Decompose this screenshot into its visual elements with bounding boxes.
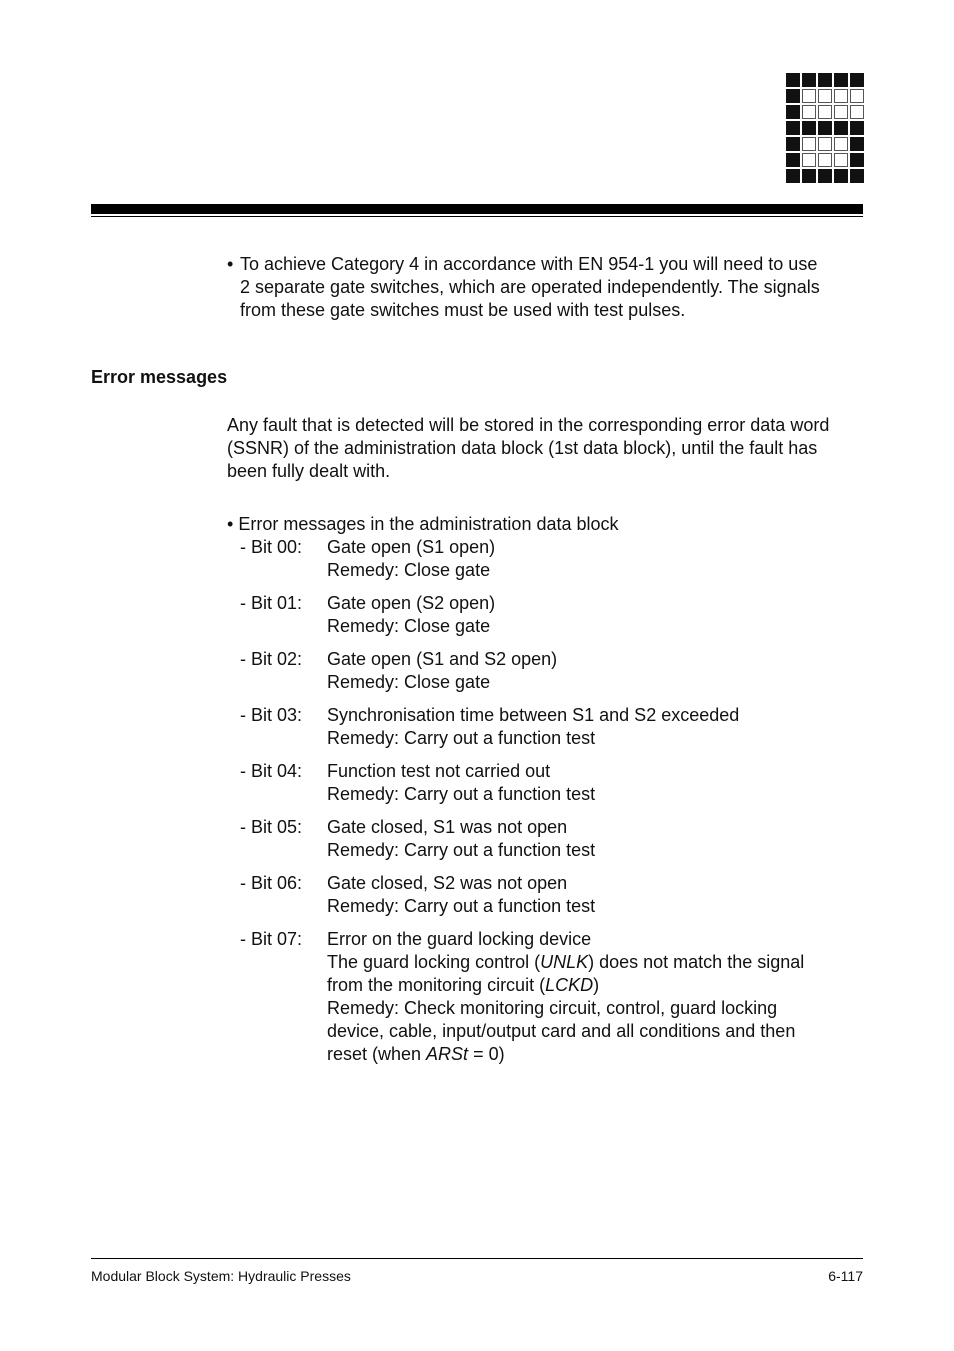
bit-item <box>240 872 860 918</box>
logo-cell <box>834 169 848 183</box>
code-arst: ARSt <box>426 1044 469 1064</box>
logo-cell <box>786 105 800 119</box>
bit-label: - Bit 02: <box>240 649 303 669</box>
section-heading: Error messages <box>91 367 228 387</box>
error-bullet-text: Error messages in the administration data block <box>238 514 619 534</box>
bit-item <box>240 816 860 862</box>
logo-cell <box>818 137 832 151</box>
logo-cell <box>786 137 800 151</box>
logo-cell <box>802 121 816 135</box>
intro-line-2: 2 separate gate switches, which are operated independently. The signals <box>240 277 820 297</box>
intro-line-1: To achieve Category 4 in accordance with EN 954-1 you will need to use <box>240 254 818 274</box>
error-bullet <box>227 513 867 536</box>
logo-cell <box>802 89 816 103</box>
bit-list <box>240 536 860 1076</box>
bit-label: - Bit 04: <box>240 761 303 781</box>
bit-line: Remedy: Carry out a function test <box>327 784 596 804</box>
logo-cell <box>850 89 864 103</box>
bit-line: Remedy: Close gate <box>327 616 491 636</box>
logo-cell <box>834 89 848 103</box>
bit-label: - Bit 03: <box>240 705 303 725</box>
bit-label: - Bit 00: <box>240 537 303 557</box>
logo-cell <box>802 73 816 87</box>
bit-07-line-2: The guard locking control (UNLK) does not match the signal <box>327 952 805 972</box>
logo-cell <box>850 137 864 151</box>
bit-line: Gate open (S1 and S2 open) <box>327 649 558 669</box>
logo-cell <box>850 73 864 87</box>
logo-cell <box>850 153 864 167</box>
bit-item <box>240 704 860 750</box>
footer-rule <box>91 1258 863 1259</box>
logo-cell <box>802 105 816 119</box>
bit-07-line-6: reset (when ARSt = 0) <box>327 1044 505 1064</box>
logo-cell <box>818 153 832 167</box>
logo-cell <box>834 73 848 87</box>
bullet-marker: • <box>227 254 234 274</box>
header-rule-thick <box>91 204 863 214</box>
bit-07-line-3: from the monitoring circuit (LCKD) <box>327 975 600 995</box>
logo-cell <box>834 153 848 167</box>
logo-cell <box>786 73 800 87</box>
bit-line: Gate closed, S2 was not open <box>327 873 568 893</box>
logo-cell <box>818 121 832 135</box>
bit-line: Synchronisation time between S1 and S2 exceeded <box>327 705 740 725</box>
bit-line: Remedy: Carry out a function test <box>327 896 596 916</box>
logo-cell <box>834 137 848 151</box>
logo-cell <box>850 121 864 135</box>
logo-cell <box>786 169 800 183</box>
bullet-marker: • <box>227 514 234 534</box>
section-paragraph: Any fault that is detected will be stored in the corresponding error data word (SSNR) of the administration data block (1st data block), until the fault has been fully dealt with. <box>227 415 830 481</box>
logo-cell <box>818 169 832 183</box>
logo-cell <box>834 105 848 119</box>
header-rule-thin <box>91 216 863 217</box>
bit-line: Function test not carried out <box>327 761 551 781</box>
bit-label: - Bit 06: <box>240 873 303 893</box>
logo-cell <box>802 169 816 183</box>
bit-label: - Bit 01: <box>240 593 303 613</box>
bit-item-07 <box>240 928 860 1066</box>
logo-cell <box>818 73 832 87</box>
logo-cell <box>818 105 832 119</box>
code-lckd: LCKD <box>545 975 594 995</box>
bit-item <box>240 536 860 582</box>
logo-cell <box>802 153 816 167</box>
bit-line: Remedy: Carry out a function test <box>327 728 596 748</box>
bit-line: Remedy: Close gate <box>327 672 491 692</box>
logo-cell <box>850 105 864 119</box>
bit-item <box>240 592 860 638</box>
logo-cell <box>834 121 848 135</box>
intro-bullet <box>227 253 867 322</box>
company-logo <box>786 73 864 183</box>
logo-cell <box>786 153 800 167</box>
footer-title: Modular Block System: Hydraulic Presses <box>91 1268 351 1284</box>
bit-line: Gate open (S1 open) <box>327 537 496 557</box>
bit-07-line-1: Error on the guard locking device <box>327 929 592 949</box>
page-number: 6-117 <box>828 1268 863 1284</box>
bit-label: - Bit 07: <box>240 929 303 949</box>
code-unlk: UNLK <box>540 952 589 972</box>
bit-07-line-5: device, cable, input/output card and all conditions and then <box>327 1021 796 1041</box>
bit-line: Gate open (S2 open) <box>327 593 496 613</box>
bit-label: - Bit 05: <box>240 817 303 837</box>
intro-line-3: from these gate switches must be used with test pulses. <box>240 300 686 320</box>
bit-item <box>240 760 860 806</box>
bit-07-line-4: Remedy: Check monitoring circuit, control, guard locking <box>327 998 778 1018</box>
logo-cell <box>786 121 800 135</box>
bit-item <box>240 648 860 694</box>
bit-line: Remedy: Carry out a function test <box>327 840 596 860</box>
logo-cell <box>850 169 864 183</box>
logo-cell <box>786 89 800 103</box>
bit-line: Remedy: Close gate <box>327 560 491 580</box>
logo-cell <box>802 137 816 151</box>
bit-line: Gate closed, S1 was not open <box>327 817 568 837</box>
logo-cell <box>818 89 832 103</box>
